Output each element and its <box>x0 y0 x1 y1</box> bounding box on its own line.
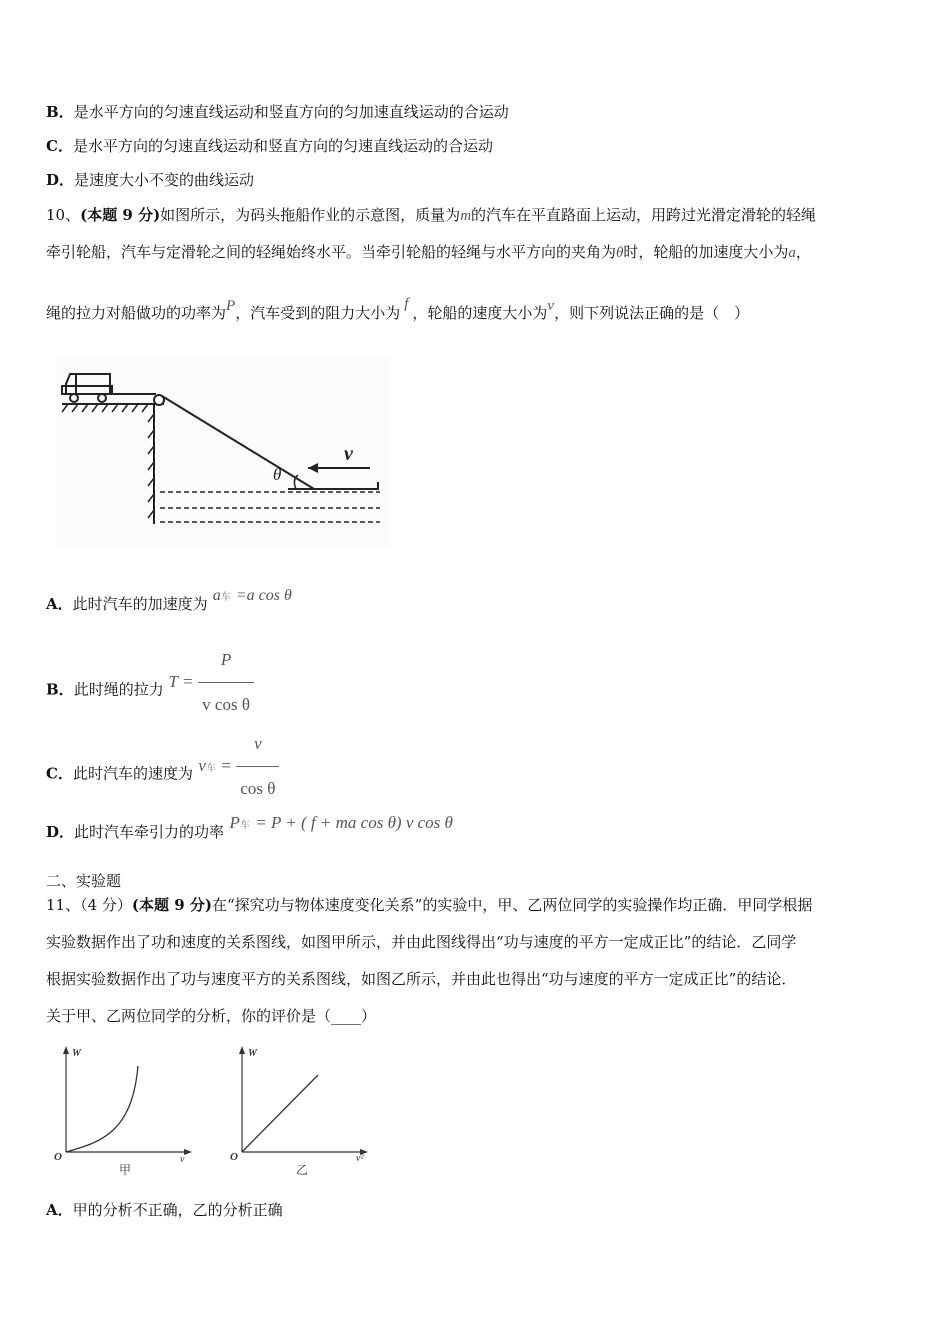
q10-option-b: B．此时绳的拉力 T = $\frac{P}{\text{v cos θ}}$ <box>46 646 254 735</box>
axis-arrow-icon <box>184 1149 192 1155</box>
graph-yi <box>228 1042 378 1182</box>
formula-rhs: = P + ( f + ma cos θ) v cos θ <box>255 813 453 832</box>
theta-label: θ <box>273 465 282 484</box>
axis-arrow-icon <box>63 1046 69 1054</box>
stem-text: 在“探究功与物体速度变化关系”的实验中，甲、乙两位同学的实验操作均正确．甲同学根据 <box>211 896 813 914</box>
stem-text: 如图所示，为码头拖船作业的示意图，质量为 <box>160 206 461 224</box>
q10-option-d: D．此时汽车牵引力的功率 P车 = P + ( f + ma cos θ) v cos θ <box>46 813 453 841</box>
q10-stem-line1 <box>46 205 816 226</box>
y-axis-label: W <box>248 1048 257 1059</box>
option-label: A <box>46 595 58 613</box>
formula-subscript: 车 <box>205 762 216 774</box>
var-v: v <box>547 298 555 314</box>
formula-fraction <box>236 722 279 811</box>
stem-text: ， <box>795 243 811 261</box>
graph-caption: 甲 <box>119 1163 132 1177</box>
option-text: 是速度大小不变的曲线运动 <box>74 171 255 189</box>
q10-stem-line2 <box>46 242 811 263</box>
option-text: 此时汽车的加速度为 <box>72 595 208 613</box>
question-tag: (本题 9 分) <box>80 206 161 224</box>
q11-stem-line4: 关于甲、乙两位同学的分析，你的评价是（____） <box>46 1007 377 1025</box>
option-text: 甲的分析不正确，乙的分析正确 <box>72 1201 283 1219</box>
q9-option-c: C．是水平方向的匀速直线运动和竖直方向的匀速直线运动的合运动 <box>46 137 493 155</box>
option-label: C <box>46 137 58 155</box>
question-score: （4 分） <box>80 896 132 914</box>
velocity-label: v <box>344 443 353 465</box>
formula-subscript: 车 <box>220 592 231 603</box>
origin-label: O <box>54 1151 62 1163</box>
section-title: 二、实验题 <box>46 872 122 890</box>
q10-option-c: C．此时汽车的速度为 v车 = $\frac{v}{\text{cos θ}}$ <box>46 730 279 819</box>
origin-label: O <box>230 1151 238 1163</box>
question-tag: (本题 9 分) <box>131 896 212 914</box>
axis-arrow-icon <box>239 1046 245 1054</box>
y-axis-label: W <box>72 1048 81 1059</box>
stem-text: ，轮船的速度大小为 <box>412 304 548 322</box>
option-label: A <box>46 1201 58 1219</box>
curve-line <box>66 1066 138 1152</box>
formula-lhs: a <box>212 587 221 604</box>
formula-lhs: P <box>229 813 240 832</box>
q11-option-a: A．甲的分析不正确，乙的分析正确 <box>46 1201 283 1219</box>
stem-text: 牵引轮船，汽车与定滑轮之间的轻绳始终水平。当牵引轮船的轻绳与水平方向的夹角为 <box>46 243 617 261</box>
q10-stem-line3 <box>46 296 750 324</box>
stem-text: 时，轮船的加速度大小为 <box>623 243 789 261</box>
graph-caption: 乙 <box>296 1163 309 1177</box>
var-f: f <box>404 296 409 312</box>
option-text: 此时汽车的速度为 <box>72 764 193 783</box>
tugboat-figure <box>56 356 390 548</box>
var-m: m <box>460 208 472 224</box>
question-number: 11、 <box>46 896 81 914</box>
option-label: D <box>46 823 60 841</box>
option-label: B <box>46 680 59 699</box>
option-text: 是水平方向的匀速直线运动和竖直方向的匀速直线运动的合运动 <box>72 137 493 155</box>
stem-text: ，汽车受到的阻力大小为 <box>235 304 401 322</box>
question-number: 10、 <box>46 206 81 224</box>
x-axis-label: v <box>180 1154 185 1165</box>
graph-jia <box>52 1042 202 1182</box>
formula-equals: = <box>221 755 231 775</box>
formula-subscript: 车 <box>239 820 250 831</box>
q9-option-b: B．是水平方向的匀速直线运动和竖直方向的匀加速直线运动的合运动 <box>46 103 509 121</box>
stem-text: ，则下列说法正确的是（ ） <box>554 304 750 322</box>
x-axis-label: v² <box>356 1153 364 1164</box>
option-text: 此时绳的拉力 <box>73 680 164 699</box>
straight-line <box>242 1075 318 1152</box>
var-theta: θ <box>616 245 624 261</box>
q11-stem-line2: 实验数据作出了功和速度的关系图线，如图甲所示，并由此图线得出“功与速度的平方一定成正比”的结论．乙同学 <box>46 933 797 951</box>
option-label: B <box>46 103 59 121</box>
option-label: C <box>46 764 58 783</box>
option-label: D <box>46 171 60 189</box>
formula-rhs: =a cos θ <box>235 587 292 604</box>
fraction-denominator: v cos θ <box>198 682 254 727</box>
q11-stem-line3: 根据实验数据作出了功与速度平方的关系图线，如图乙所示，并由此也得出“功与速度的平方一定成正比”的结论． <box>46 970 797 988</box>
stem-text: 的汽车在平直路面上运动，用跨过光滑定滑轮的轻绳 <box>471 206 817 224</box>
var-p: P <box>226 298 236 314</box>
formula-lhs: T = <box>168 671 194 691</box>
fraction-numerator: v <box>254 734 262 753</box>
formula-lhs: v <box>198 755 206 775</box>
option-text: 此时汽车牵引力的功率 <box>74 823 225 841</box>
q10-option-a: A．此时汽车的加速度为 a车 =a cos θ <box>46 587 292 613</box>
q11-stem-line1 <box>46 895 812 915</box>
q9-option-d: D．是速度大小不变的曲线运动 <box>46 171 255 189</box>
stem-text: 绳的拉力对船做功的功率为 <box>46 304 227 322</box>
formula-fraction <box>198 638 254 727</box>
fraction-numerator: P <box>220 650 232 669</box>
var-a: a <box>788 245 796 261</box>
option-text: 是水平方向的匀速直线运动和竖直方向的匀加速直线运动的合运动 <box>73 103 509 121</box>
fraction-denominator: cos θ <box>236 766 279 811</box>
